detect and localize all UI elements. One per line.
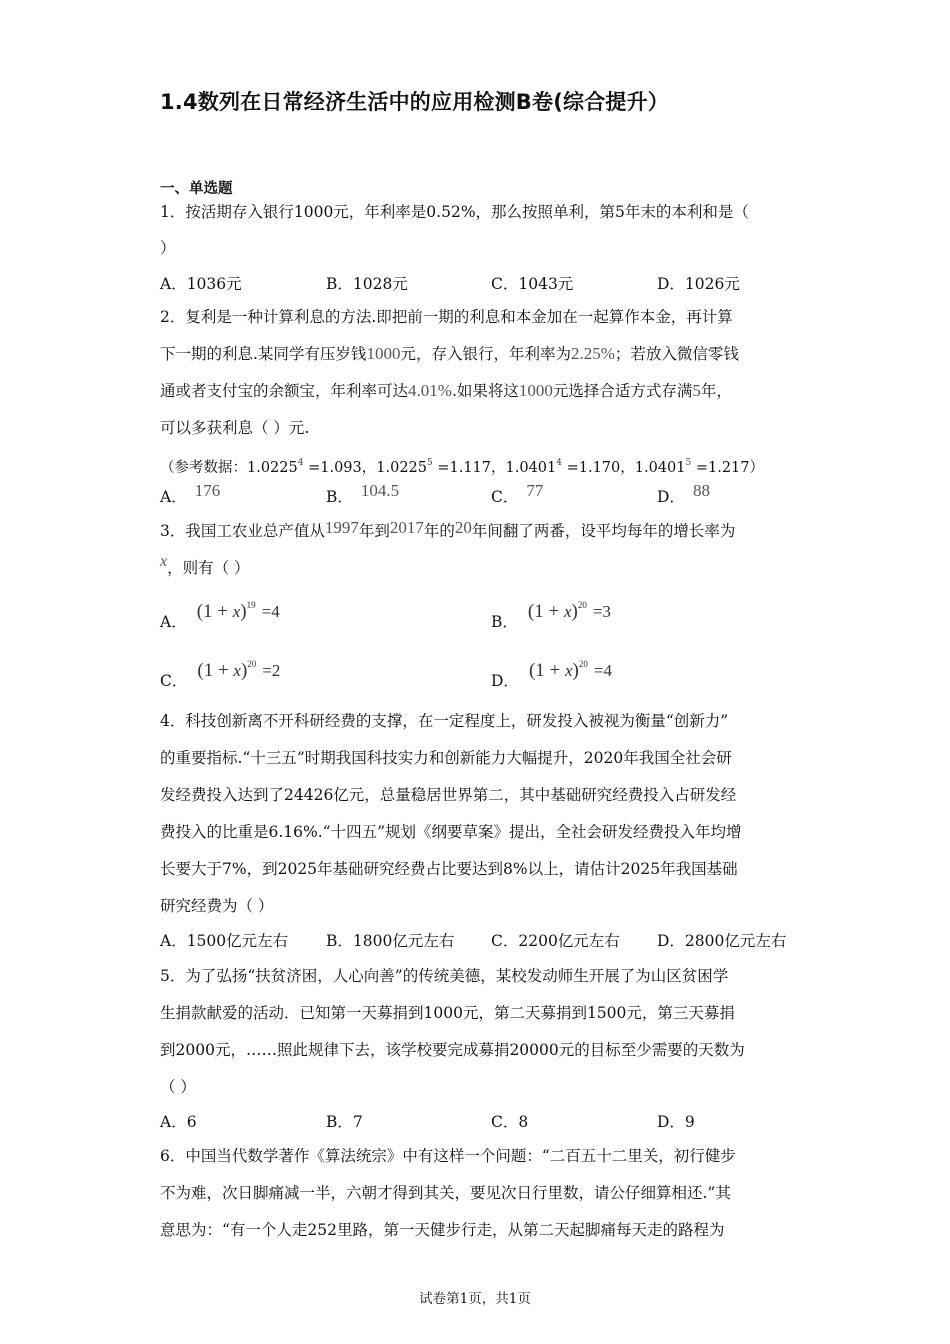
option-label: C．	[160, 672, 188, 690]
text-run: 年的	[423, 522, 455, 540]
question-2-option-b	[326, 481, 400, 507]
option-label: B．	[491, 613, 518, 631]
text-run: .如果将这	[451, 382, 519, 400]
formula-close: )	[571, 601, 578, 622]
option-label: D．	[491, 672, 519, 690]
text-run: ，则有（ ）	[167, 559, 250, 577]
question-5-option-b: B．7	[326, 1113, 363, 1131]
number: 2.25%	[570, 344, 615, 363]
formula-open: (1 +	[196, 601, 233, 622]
question-3-option-d	[491, 659, 612, 691]
formula-variable: x	[232, 602, 241, 621]
question-6-line-2: 不为难，次日脚痛减一半，六朝才得到其关，要见次日行里数，请公仔细算相还.”其	[160, 1184, 731, 1202]
text-run: 元选择合适方式存满	[552, 382, 693, 400]
question-2-option-c	[491, 481, 544, 507]
question-4-line-6: 研究经费为（ ）	[160, 897, 274, 915]
text-run: =1.170，1.0401	[561, 460, 686, 476]
text-run: 下一期的利息.某同学有压岁钱	[160, 345, 367, 363]
question-4-line-5: 长要大于7%，到2025年基础研究经费占比要达到8%以上，请估计2025年我国基础	[160, 860, 738, 878]
number: 1000	[518, 381, 553, 400]
variable-x: x	[160, 553, 168, 570]
formula-close: )	[572, 660, 579, 681]
question-4-option-d: D．2800亿元左右	[657, 932, 787, 950]
formula-rhs: =4	[261, 602, 280, 621]
formula-rhs: =2	[262, 661, 281, 680]
text-run: =1.217）	[691, 460, 765, 476]
text-run: =1.093，1.0225	[303, 460, 427, 476]
question-5-line-4: （ ）	[160, 1078, 196, 1096]
number: 1997	[324, 518, 359, 537]
question-5-option-c: C．8	[491, 1113, 529, 1131]
question-1-line-1: 1．按活期存入银行1000元，年利率是0.52%，那么按照单利，第5年末的本利和是（	[160, 203, 749, 221]
text-run: 年，	[700, 382, 732, 400]
formula-exponent: 20	[247, 659, 257, 669]
question-1-option-d: D．1026元	[657, 275, 740, 293]
option-value: 88	[692, 481, 710, 500]
option-label: A．	[160, 488, 187, 506]
formula-rhs: =3	[592, 602, 611, 621]
question-1-option-c: C．1043元	[491, 275, 574, 293]
formula-exponent: 19	[246, 600, 256, 610]
exponent: 5	[427, 458, 433, 468]
formula	[197, 602, 280, 621]
exponent: 4	[297, 458, 304, 468]
number: 1000	[366, 344, 401, 363]
question-3-option-a	[160, 600, 280, 632]
question-5-option-a: A．6	[160, 1113, 197, 1131]
question-2-line-1: 2．复利是一种计算利息的方法.即把前一期的利息和本金加在一起算作本金，再计算	[160, 308, 733, 326]
formula	[529, 661, 612, 680]
question-1-line-2: ）	[160, 239, 176, 257]
number: 2017	[389, 518, 424, 537]
formula-rhs: =4	[593, 661, 612, 680]
formula-open: (1 +	[527, 601, 564, 622]
formula-close: )	[240, 601, 247, 622]
formula-open: (1 +	[528, 660, 565, 681]
text-run: 3．我国工农业总产值从	[160, 522, 325, 540]
question-3-line-2	[160, 553, 250, 579]
question-4-line-4: 费投入的比重是6.16%.“十四五”规划《纲要草案》提出，全社会研发经费投入年均增	[160, 823, 742, 841]
option-label: D．	[657, 488, 685, 506]
formula-variable: x	[564, 661, 573, 680]
text-run: 年到	[358, 522, 390, 540]
option-label: C．	[491, 488, 519, 506]
question-3-option-c	[160, 659, 281, 691]
question-2-line-2	[160, 344, 739, 364]
question-5-line-3: 到2000元，……照此规律下去，该学校要完成募捐20000元的目标至少需要的天数为	[160, 1041, 745, 1059]
question-2-line-3	[160, 381, 732, 401]
page-footer: 试卷第1页，共1页	[419, 1291, 531, 1307]
question-2-option-d	[657, 481, 710, 507]
page-title: 1.4数列在日常经济生活中的应用检测B卷(综合提升）	[160, 90, 670, 114]
text-run: 年间翻了两番，设平均每年的增长率为	[471, 522, 736, 540]
question-1-option-b: B．1028元	[326, 275, 408, 293]
question-4-line-3: 发经费投入达到了24426亿元，总量稳居世界第二，其中基础研究经费投入占研发经	[160, 786, 737, 804]
option-label: A．	[160, 613, 187, 631]
formula-open: (1 +	[197, 660, 234, 681]
text-run: 元，存入银行，年利率为	[400, 345, 571, 363]
number: 4.01%	[408, 381, 452, 400]
exponent: 5	[685, 458, 692, 468]
text-run: ；若放入微信零钱	[614, 345, 739, 363]
text-run: 通或者支付宝的余额宝，年利率可达	[160, 382, 409, 400]
formula-exponent: 20	[578, 659, 588, 669]
question-4-line-2: 的重要指标.“十三五”时期我国科技实力和创新能力大幅提升，2020年我国全社会研	[160, 749, 732, 767]
formula-exponent: 20	[577, 600, 587, 610]
exponent: 4	[556, 458, 562, 468]
question-2-option-a	[160, 481, 221, 507]
question-2-reference-data	[160, 453, 764, 478]
question-5-option-d: D．9	[657, 1113, 695, 1131]
formula-variable: x	[563, 602, 572, 621]
option-value: 104.5	[360, 481, 400, 500]
section-heading: 一、单选题	[160, 181, 233, 197]
question-4-line-1: 4．科技创新离不开科研经费的支撑，在一定程度上，研发投入被视为衡量“创新力”	[160, 712, 729, 730]
formula-close: )	[240, 660, 248, 681]
question-3-option-b	[491, 600, 611, 632]
formula	[197, 661, 280, 680]
question-4-option-a: A．1500亿元左右	[160, 932, 289, 950]
formula	[528, 602, 611, 621]
text-run: （参考数据：1.0225	[160, 460, 298, 476]
question-2-line-4: 可以多获利息（ ）元.	[160, 419, 310, 437]
number: 5	[692, 381, 701, 400]
option-value: 176	[194, 481, 221, 500]
question-6-line-1: 6．中国当代数学著作《算法统宗》中有这样一个问题：“二百五十二里关，初行健步	[160, 1147, 736, 1165]
option-value: 77	[526, 481, 544, 500]
question-6-line-3: 意思为：“有一个人走252里路，第一天健步行走，从第二天起脚痛每天走的路程为	[160, 1221, 725, 1239]
question-3-line-1	[160, 518, 736, 541]
formula-variable: x	[233, 661, 241, 680]
question-4-option-c: C．2200亿元左右	[491, 932, 620, 950]
question-5-line-1: 5．为了弘扬“扶贫济困，人心向善”的传统美德，某校发动师生开展了为山区贫困学	[160, 967, 729, 985]
option-label: B．	[326, 488, 353, 506]
number: 20	[454, 518, 472, 537]
question-5-line-2: 生捐款献爱的活动．已知第一天募捐到1000元，第二天募捐到1500元，第三天募捐	[160, 1004, 735, 1022]
question-4-option-b: B．1800亿元左右	[326, 932, 455, 950]
text-run: =1.117，1.0401	[432, 460, 557, 476]
question-1-option-a: A．1036元	[160, 275, 242, 293]
